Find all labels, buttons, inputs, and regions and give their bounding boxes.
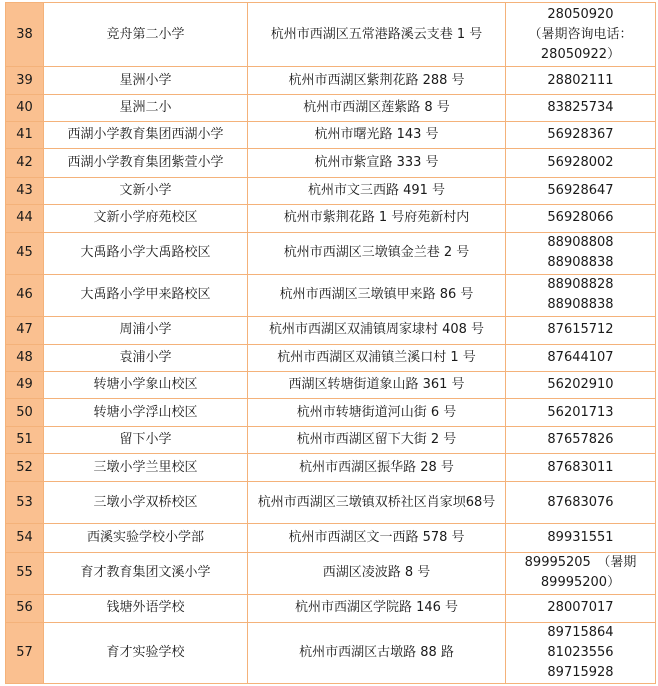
school-phone-cell	[506, 316, 656, 344]
school-table-container	[5, 2, 655, 684]
school-phone-cell	[506, 372, 656, 399]
school-phone-cell	[506, 177, 656, 204]
row-number: 53	[6, 482, 44, 524]
school-name-cell: 文新小学府苑校区	[44, 204, 248, 232]
phone-line: 89931551	[547, 529, 614, 545]
table-row	[6, 594, 656, 622]
phone-line: 28802111	[547, 72, 614, 88]
row-number: 57	[6, 622, 44, 683]
school-phone-cell	[506, 149, 656, 177]
school-address-cell: 杭州市西湖区留下大街 2 号	[248, 427, 506, 454]
school-address-cell: 杭州市西湖区双浦镇兰溪口村 1 号	[248, 344, 506, 371]
school-phone-cell	[506, 274, 656, 316]
school-phone-cell	[506, 552, 656, 594]
phone-line: 56928367	[547, 127, 614, 143]
table-row	[6, 454, 656, 482]
school-phone-cell	[506, 3, 656, 67]
row-number: 43	[6, 177, 44, 204]
school-name-cell: 转塘小学象山校区	[44, 372, 248, 399]
school-address-cell: 杭州市西湖区古墩路 88 路	[248, 622, 506, 683]
phone-line: 28050920	[547, 6, 614, 22]
school-name-cell: 育才教育集团文溪小学	[44, 552, 248, 594]
school-address-cell: 西湖区凌波路 8 号	[248, 552, 506, 594]
row-number: 45	[6, 232, 44, 274]
school-name-cell: 星洲二小	[44, 95, 248, 122]
school-name-cell: 留下小学	[44, 427, 248, 454]
row-number: 51	[6, 427, 44, 454]
school-name-cell: 西湖小学教育集团紫萱小学	[44, 149, 248, 177]
school-phone-cell	[506, 524, 656, 552]
phone-line: 88908828	[547, 277, 614, 293]
phone-line: 56201713	[547, 404, 614, 420]
phone-line: （暑期咨询电话：	[528, 26, 633, 42]
school-address-cell: 杭州市转塘街道河山街 6 号	[248, 399, 506, 427]
school-name-cell: 袁浦小学	[44, 344, 248, 371]
row-number: 46	[6, 274, 44, 316]
table-row	[6, 622, 656, 683]
row-number: 39	[6, 67, 44, 95]
school-phone-cell	[506, 594, 656, 622]
table-row	[6, 482, 656, 524]
row-number: 40	[6, 95, 44, 122]
school-name-cell: 转塘小学浮山校区	[44, 399, 248, 427]
phone-line: 56928647	[547, 182, 614, 198]
row-number: 47	[6, 316, 44, 344]
row-number: 44	[6, 204, 44, 232]
table-row	[6, 399, 656, 427]
school-address-cell: 杭州市文三西路 491 号	[248, 177, 506, 204]
phone-line: 87683076	[547, 494, 614, 510]
school-phone-cell	[506, 399, 656, 427]
school-name-cell: 西溪实验学校小学部	[44, 524, 248, 552]
phone-line: 56202910	[547, 377, 614, 393]
school-address-cell: 杭州市西湖区三墩镇甲来路 86 号	[248, 274, 506, 316]
school-name-cell: 周浦小学	[44, 316, 248, 344]
phone-line: 89715928	[547, 664, 614, 680]
phone-line: 83825734	[547, 100, 614, 116]
school-phone-cell	[506, 95, 656, 122]
row-number: 49	[6, 372, 44, 399]
school-name-cell: 文新小学	[44, 177, 248, 204]
school-phone-cell	[506, 454, 656, 482]
school-address-cell: 杭州市西湖区双浦镇周家埭村 408 号	[248, 316, 506, 344]
table-row	[6, 67, 656, 95]
school-address-cell: 杭州市西湖区三墩镇金兰巷 2 号	[248, 232, 506, 274]
table-row	[6, 122, 656, 149]
table-row	[6, 204, 656, 232]
school-phone-cell	[506, 427, 656, 454]
phone-line: 87644107	[547, 349, 614, 365]
school-address-cell: 杭州市曙光路 143 号	[248, 122, 506, 149]
phone-line: 81023556	[547, 644, 614, 660]
phone-line: 87615712	[547, 322, 614, 338]
school-table	[5, 2, 656, 684]
table-row	[6, 95, 656, 122]
phone-line: 88908838	[547, 297, 614, 313]
school-phone-cell	[506, 67, 656, 95]
table-row	[6, 427, 656, 454]
table-row	[6, 3, 656, 67]
phone-line: 88908838	[547, 255, 614, 271]
row-number: 56	[6, 594, 44, 622]
school-phone-cell	[506, 204, 656, 232]
school-address-cell: 杭州市西湖区五常港路溪云支巷 1 号	[248, 3, 506, 67]
row-number: 41	[6, 122, 44, 149]
school-name-cell: 三墩小学兰里校区	[44, 454, 248, 482]
school-address-cell: 杭州市西湖区文一西路 578 号	[248, 524, 506, 552]
school-address-cell: 西湖区转塘街道象山路 361 号	[248, 372, 506, 399]
table-row	[6, 316, 656, 344]
phone-line: 89995205 （暑期	[524, 555, 637, 571]
row-number: 55	[6, 552, 44, 594]
phone-line: 88908808	[547, 235, 614, 251]
school-phone-cell	[506, 232, 656, 274]
row-number: 52	[6, 454, 44, 482]
row-number: 50	[6, 399, 44, 427]
school-address-cell: 杭州市西湖区三墩镇双桥社区肖家坝68号	[248, 482, 506, 524]
school-table-body	[6, 3, 656, 684]
school-name-cell: 西湖小学教育集团西湖小学	[44, 122, 248, 149]
school-phone-cell	[506, 122, 656, 149]
row-number: 42	[6, 149, 44, 177]
school-name-cell: 大禹路小学大禹路校区	[44, 232, 248, 274]
school-name-cell: 星洲小学	[44, 67, 248, 95]
school-phone-cell	[506, 482, 656, 524]
school-phone-cell	[506, 344, 656, 371]
school-name-cell: 育才实验学校	[44, 622, 248, 683]
school-name-cell: 竞舟第二小学	[44, 3, 248, 67]
phone-line: 87683011	[547, 459, 614, 475]
school-address-cell: 杭州市紫宣路 333 号	[248, 149, 506, 177]
phone-line: 28007017	[547, 600, 614, 616]
school-address-cell: 杭州市西湖区学院路 146 号	[248, 594, 506, 622]
phone-line: 56928066	[547, 210, 614, 226]
school-address-cell: 杭州市西湖区振华路 28 号	[248, 454, 506, 482]
school-name-cell: 大禹路小学甲来路校区	[44, 274, 248, 316]
school-address-cell: 杭州市西湖区莲紫路 8 号	[248, 95, 506, 122]
phone-line: 87657826	[547, 432, 614, 448]
table-row	[6, 344, 656, 371]
phone-line: 56928002	[547, 154, 614, 170]
school-phone-cell	[506, 622, 656, 683]
table-row	[6, 524, 656, 552]
table-row	[6, 552, 656, 594]
school-address-cell: 杭州市西湖区紫荆花路 288 号	[248, 67, 506, 95]
row-number: 54	[6, 524, 44, 552]
phone-line: 28050922）	[540, 46, 621, 62]
row-number: 48	[6, 344, 44, 371]
table-row	[6, 372, 656, 399]
table-row	[6, 274, 656, 316]
table-row	[6, 149, 656, 177]
table-row	[6, 232, 656, 274]
school-name-cell: 三墩小学双桥校区	[44, 482, 248, 524]
phone-line: 89995200）	[540, 575, 621, 591]
row-number: 38	[6, 3, 44, 67]
table-row	[6, 177, 656, 204]
phone-line: 89715864	[547, 624, 614, 640]
school-address-cell: 杭州市紫荆花路 1 号府苑新村内	[248, 204, 506, 232]
school-name-cell: 钱塘外语学校	[44, 594, 248, 622]
